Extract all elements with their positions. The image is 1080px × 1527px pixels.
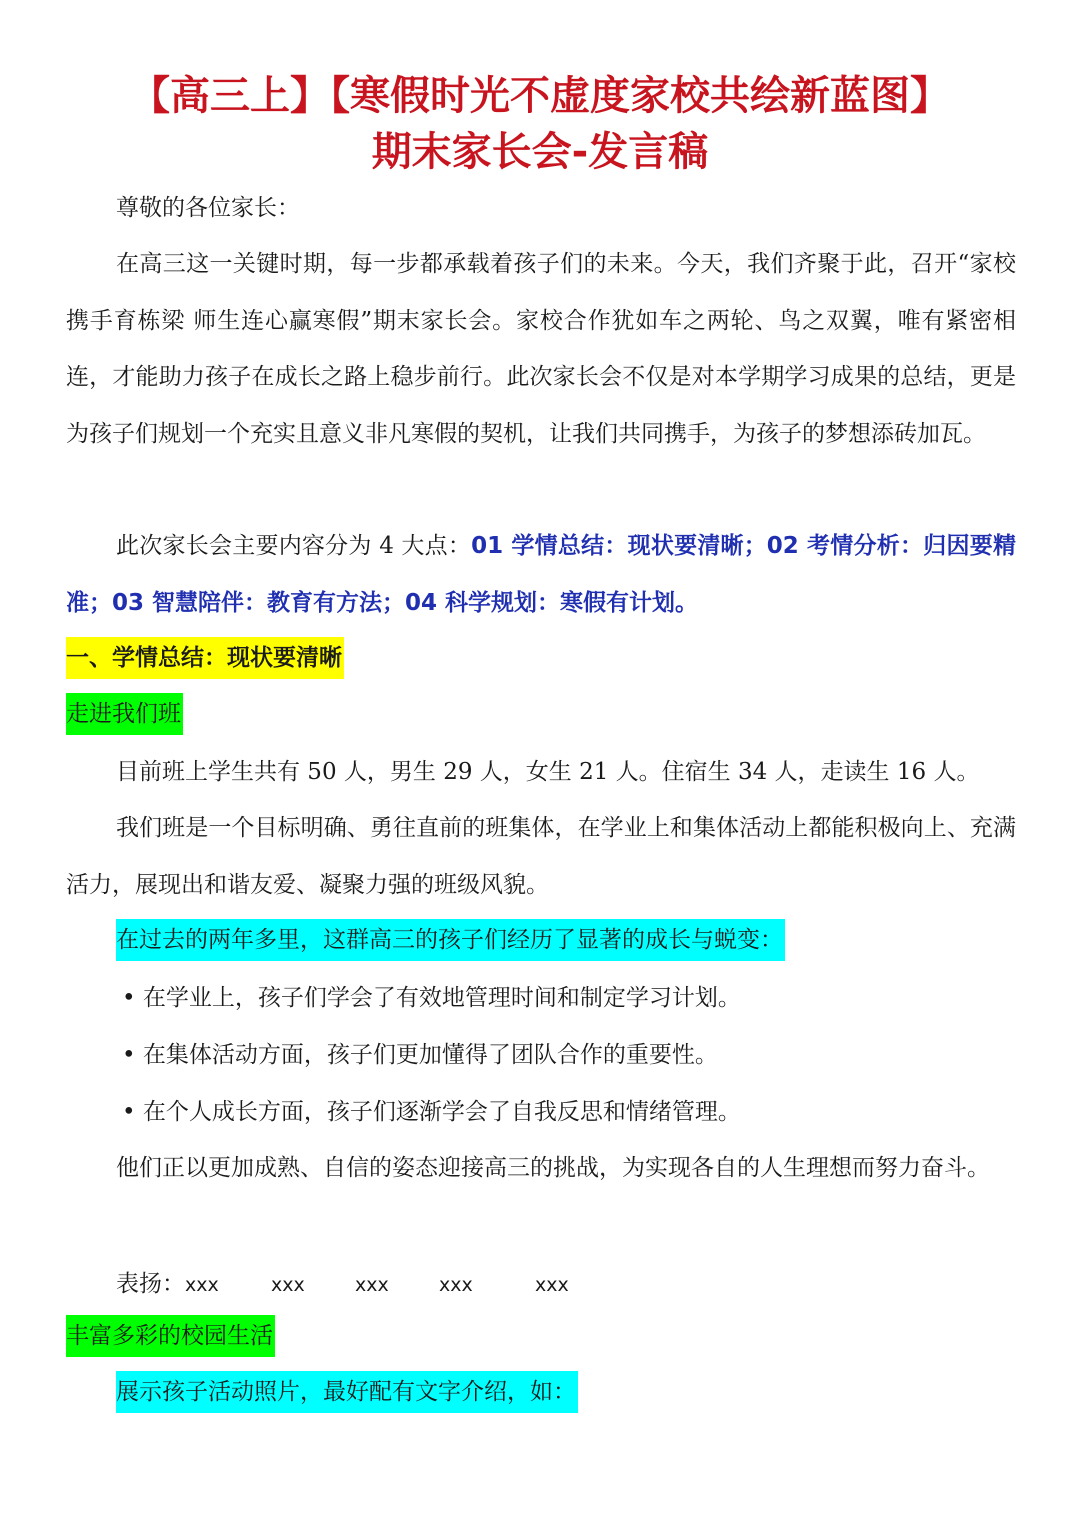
agenda-points: 01 学情总结：现状要清晰；02 考情分析：归因要精准；03 智慧陪伴：教育有方法；04 科学规划：寒假有计划。 [66, 533, 1016, 616]
bullet-item: • 在集体活动方面，孩子们更加懂得了团队合作的重要性。 [122, 1042, 718, 1068]
document-title-line2: 期末家长会-发言稿 [371, 129, 709, 175]
bullet-item: • 在学业上，孩子们学会了有效地管理时间和制定学习计划。 [122, 985, 741, 1011]
subheading-our-class: 走进我们班 [66, 693, 183, 735]
class-stats: 目前班上学生共有 50 人，男生 29 人，女生 21 人。住宿生 34 人，走读生 16 人。 [116, 759, 980, 785]
subheading-campus-life: 丰富多彩的校园生活 [66, 1315, 275, 1357]
class-description: 我们班是一个目标明确、勇往直前的班集体，在学业上和集体活动上都能积极向上、充满活力，展现出和谐友爱、凝聚力强的班级风貌。 [66, 815, 1016, 898]
greeting: 尊敬的各位家长： [116, 195, 300, 221]
praise-name: xxx [185, 1274, 219, 1296]
closing-paragraph: 他们正以更加成熟、自信的姿态迎接高三的挑战，为实现各自的人生理想而努力奋斗。 [116, 1155, 990, 1181]
praise-name: xxx [355, 1274, 389, 1296]
praise-line [116, 1266, 569, 1303]
growth-lead: 在过去的两年多里，这群高三的孩子们经历了显著的成长与蜕变： [116, 919, 785, 961]
bullet-item: • 在个人成长方面，孩子们逐渐学会了自我反思和情绪管理。 [122, 1099, 741, 1125]
praise-name: xxx [439, 1274, 473, 1296]
praise-label: 表扬： [116, 1271, 185, 1297]
agenda-lead: 此次家长会主要内容分为 4 大点： [116, 533, 472, 559]
agenda-paragraph [66, 518, 1016, 631]
section-heading-1: 一、学情总结：现状要清晰 [66, 637, 344, 679]
praise-name: xxx [535, 1274, 569, 1296]
intro-paragraph: 在高三这一关键时期，每一步都承载着孩子们的未来。今天，我们齐聚于此，召开“家校携手育栋梁 师生连心赢寒假”期末家长会。家校合作犹如车之两轮、鸟之双翼，唯有紧密相连，才能助力孩子在成长之路上稳步前行。此次家长会不仅是对本学期学习成果的总结，更是为孩子们规划一个充实且意义非凡寒假的契机，让我们共同携手，为孩子的梦想添砖加瓦。 [66, 251, 1016, 447]
photo-note: 展示孩子活动照片，最好配有文字介绍，如： [116, 1371, 578, 1413]
document-title-line1: 【高三上】【寒假时光不虚度家校共绘新蓝图】 [130, 73, 950, 119]
praise-name: xxx [271, 1274, 305, 1296]
